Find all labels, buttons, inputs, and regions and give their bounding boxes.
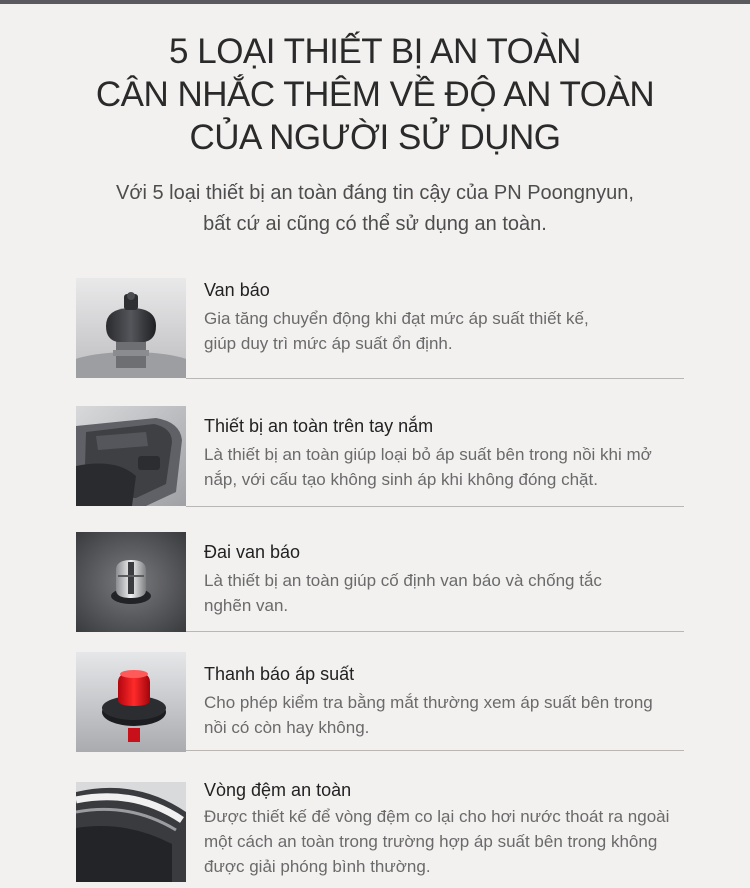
description-line: Gia tăng chuyển động khi đạt mức áp suất thiết kế, (204, 309, 589, 328)
description-line: nắp, với cấu tạo không sinh áp khi không đóng chặt. (204, 470, 598, 489)
description-line: giúp duy trì mức áp suất ổn định. (204, 334, 453, 353)
feature-description (204, 568, 684, 618)
feature-description (204, 306, 684, 356)
valve-band-photo (76, 532, 186, 632)
description-line: được giải phóng bình thường. (204, 857, 431, 876)
feature-description (204, 442, 684, 492)
feature-name: Vòng đệm an toàn (204, 780, 352, 800)
pressure-valve-photo (76, 278, 186, 378)
page-subtitle (0, 178, 750, 240)
description-line: Là thiết bị an toàn giúp loại bỏ áp suất bên trong nồi khi mở (204, 445, 652, 464)
description-line: nghẽn van. (204, 596, 289, 615)
divider (186, 750, 684, 751)
title-line: 5 LOẠI THIẾT BỊ AN TOÀN (169, 32, 581, 71)
divider (186, 631, 684, 632)
feature-name: Thanh báo áp suất (204, 664, 355, 684)
page-title (0, 30, 750, 159)
description-line: Cho phép kiểm tra bằng mắt thường xem áp suất bên trong (204, 693, 653, 712)
top-bar (0, 0, 750, 4)
title-line: CỦA NGƯỜI SỬ DỤNG (189, 118, 561, 157)
pressure-indicator-photo (76, 652, 186, 752)
safety-gasket-photo (76, 782, 186, 882)
feature-name: Van báo (204, 280, 270, 300)
subtitle-line: Với 5 loại thiết bị an toàn đáng tin cậy của PN Poongnyun, (116, 182, 634, 204)
title-line: CÂN NHẮC THÊM VỀ ĐỘ AN TOÀN (95, 75, 655, 114)
feature-description (204, 690, 684, 740)
divider (186, 506, 684, 507)
feature-name: Đai van báo (204, 542, 301, 562)
feature-name: Thiết bị an toàn trên tay nắm (204, 416, 434, 436)
subtitle-line: bất cứ ai cũng có thể sử dụng an toàn. (203, 213, 547, 235)
description-line: nồi có còn hay không. (204, 718, 370, 737)
description-line: Được thiết kế để vòng đệm co lại cho hơi nước thoát ra ngoài (204, 807, 670, 826)
feature-description (204, 804, 684, 879)
handle-safety-photo (76, 406, 186, 506)
description-line: một cách an toàn trong trường hợp áp suất bên trong không (204, 832, 658, 851)
divider (186, 378, 684, 379)
description-line: Là thiết bị an toàn giúp cố định van báo và chống tắc (204, 571, 602, 590)
